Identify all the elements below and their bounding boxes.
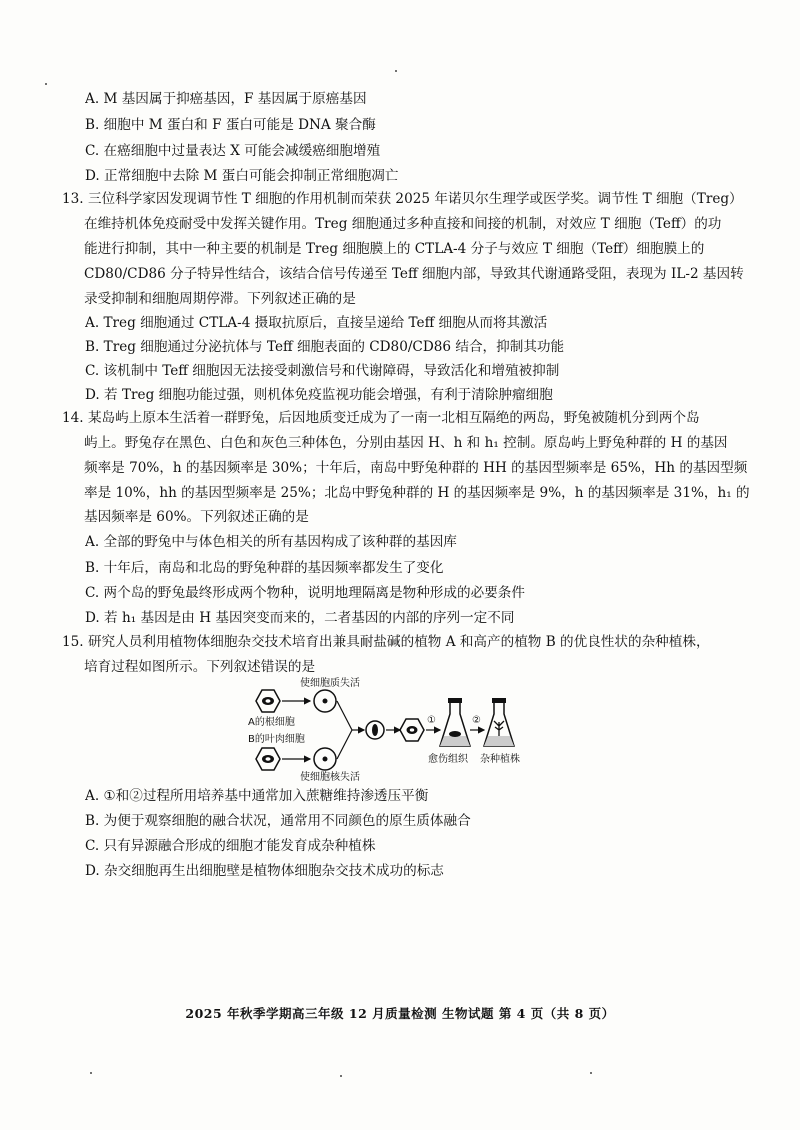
label-callus: 愈伤组织	[428, 754, 468, 765]
step-1-label: ①	[427, 715, 436, 726]
scan-speck	[395, 70, 397, 72]
q13-stem-line: 录受抑制和细胞周期停滞。下列叙述正确的是	[84, 291, 356, 307]
q13-stem-line: 13. 三位科学家因发现调节性 T 细胞的作用机制而荣获 2025 年诺贝尔生理学或医学奖。调节性 T 细胞（Treg）	[62, 191, 743, 207]
label-root-cell-a: A的根细胞	[248, 717, 295, 728]
q13-option-c: C. 该机制中 Teff 细胞因无法接受刺激信号和代谢障碍，导致活化和增殖被抑制	[85, 363, 560, 379]
q13-stem-line: 在维持机体免疫耐受中发挥关键作用。Treg 细胞通过多种直接和间接的机制，对效应 T 细胞（Teff）的功	[84, 216, 722, 232]
cell-fusion-diagram	[240, 676, 540, 784]
scan-speck	[340, 1075, 342, 1077]
root-cell-a	[256, 690, 280, 712]
q14-stem-line: 14. 某岛屿上原本生活着一群野兔，后因地质变迁成为了一南一北相互隔绝的两岛，野兔被随机分到两个岛	[62, 410, 700, 426]
scan-speck	[590, 1072, 592, 1074]
q15-stem-line: 培育过程如图所示。下列叙述错误的是	[84, 659, 316, 675]
q15-option-a: A. ①和②过程所用培养基中通常加入蔗糖维持渗透压平衡	[85, 788, 429, 804]
q14-option-c: C. 两个岛的野兔最终形成两个物种，说明地理隔离是物种形成的必要条件	[85, 585, 525, 601]
q13-option-a: A. Treg 细胞通过 CTLA-4 摄取抗原后，直接呈递给 Teff 细胞从而将其激活	[85, 315, 548, 331]
fusing-protoplasts	[366, 721, 384, 739]
q12-option-c: C. 在癌细胞中过量表达 X 可能会减缓癌细胞增殖	[85, 143, 381, 159]
q13-option-b: B. Treg 细胞通过分泌抗体与 Teff 细胞表面的 CD80/CD86 结合，抑制其功能	[85, 339, 565, 355]
q14-stem-line: 率是 10%，hh 的基因型频率是 25%；北岛中野兔种群的 H 的基因频率是 9%，h 的基因频率是 31%，h₁ 的	[84, 485, 750, 501]
q12-option-d: D. 正常细胞中去除 M 蛋白可能会抑制正常细胞凋亡	[85, 168, 399, 184]
hybrid-plant-flask	[484, 698, 514, 746]
q14-stem-line: 屿上。野兔存在黑色、白色和灰色三种体色，分别由基因 H、h 和 h₁ 控制。原岛屿上野兔种群的 H 的基因	[84, 435, 728, 451]
page-footer: 2025 年秋季学期高三年级 12 月质量检测 生物试题 第 4 页（共 8 页）	[185, 1006, 615, 1021]
q14-stem-line: 基因频率是 60%。下列叙述正确的是	[84, 509, 309, 525]
q12-option-a: A. M 基因属于抑癌基因，F 基因属于原癌基因	[85, 91, 367, 107]
hybrid-cell	[400, 719, 424, 741]
label-cytoplasm-inactivated: 使细胞质失活	[300, 678, 360, 689]
q12-option-b: B. 细胞中 M 蛋白和 F 蛋白可能是 DNA 聚合酶	[85, 117, 376, 133]
step-2-label: ②	[472, 715, 481, 726]
q14-option-b: B. 十年后，南岛和北岛的野兔种群的基因频率都发生了变化	[85, 560, 444, 576]
q15-option-c: C. 只有异源融合形成的细胞才能发育成杂种植株	[85, 838, 376, 854]
q15-option-d: D. 杂交细胞再生出细胞壁是植物体细胞杂交技术成功的标志	[85, 863, 444, 879]
q13-stem-line: 能进行抑制，其中一种主要的机制是 Treg 细胞膜上的 CTLA-4 分子与效应 T 细胞（Teff）细胞膜上的	[84, 241, 705, 257]
q15-option-b: B. 为便于观察细胞的融合状况，通常用不同颜色的原生质体融合	[85, 813, 471, 829]
scan-speck	[45, 83, 47, 85]
callus-flask	[440, 698, 470, 746]
q15-stem-line: 15. 研究人员利用植物体细胞杂交技术培育出兼具耐盐碱的植物 A 和高产的植物 B 的优良性状的杂种植株，	[62, 634, 710, 650]
q14-stem-line: 频率是 70%，h 的基因频率是 30%；十年后，南岛中野兔种群的 HH 的基因型频率是 65%，Hh 的基因型频	[84, 460, 748, 476]
label-hybrid-plant: 杂种植株	[480, 754, 520, 765]
protoplast-b	[314, 748, 336, 770]
q14-option-d: D. 若 h₁ 基因是由 H 基因突变而来的，二者基因的内部的序列一定不同	[85, 610, 515, 626]
q14-option-a: A. 全部的野兔中与体色相关的所有基因构成了该种群的基因库	[85, 534, 457, 550]
q13-stem-line: CD80/CD86 分子特异性结合，该结合信号传递至 Teff 细胞内部，导致其代谢通路受阻，表现为 IL-2 基因转	[84, 266, 744, 282]
q13-option-d: D. 若 Treg 细胞功能过强，则机体免疫监视功能会增强，有利于清除肿瘤细胞	[85, 387, 553, 403]
label-mesophyll-cell-b: B的叶肉细胞	[248, 734, 305, 745]
mesophyll-cell-b	[256, 748, 280, 770]
label-nucleus-inactivated: 使细胞核失活	[300, 772, 360, 783]
scan-speck	[90, 1072, 92, 1074]
protoplast-a	[314, 690, 336, 712]
